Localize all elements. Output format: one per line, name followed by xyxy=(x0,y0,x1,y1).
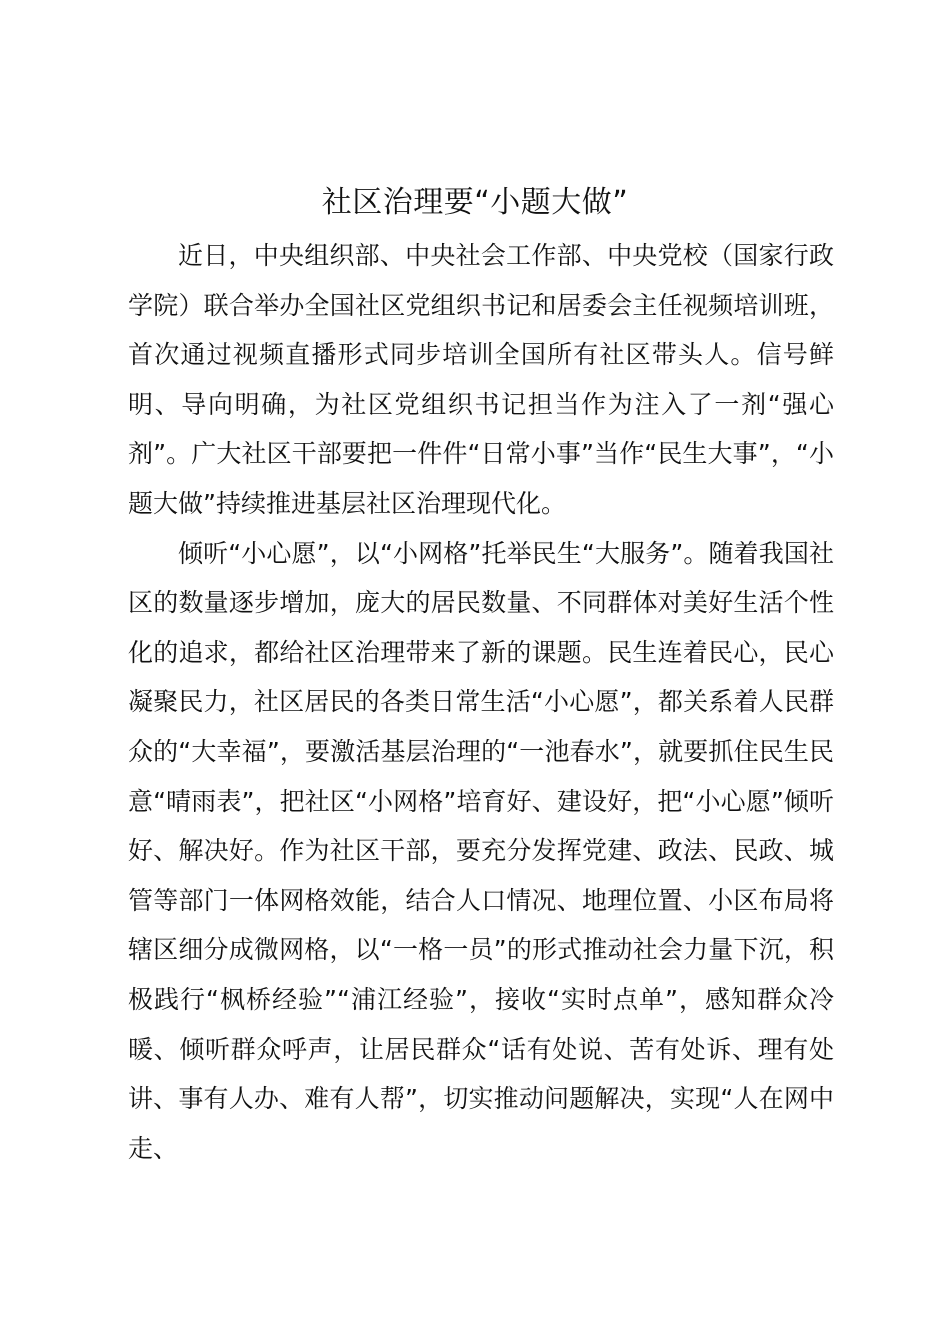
paragraph-1: 近日，中央组织部、中央社会工作部、中央党校（国家行政学院）联合举办全国社区党组织书记和居委会主任视频培训班，首次通过视频直播形式同步培训全国所有社区带头人。信号鲜明、导向明确，为社区党组织书记担当作为注入了一剂“强心剂”。广大社区干部要把一件件“日常小事”当作“民生大事”，“小题大做”持续推进基层社区治理现代化。 xyxy=(128,241,834,518)
document-title: 社区治理要“小题大做” xyxy=(321,185,629,220)
paragraph-2: 倾听“小心愿”，以“小网格”托举民生“大服务”。随着我国社区的数量逐步增加，庞大的居民数量、不同群体对美好生活个性化的追求，都给社区治理带来了新的课题。民生连着民心，民心凝聚民力，社区居民的各类日常生活“小心愿”，都关系着人民群众的“大幸福”，要激活基层治理的“一池春水”，就要抓住民生民意“晴雨表”，把社区“小网格”培育好、建设好，把“小心愿”倾听好、解决好。作为社区干部，要充分发挥党建、政法、民政、城管等部门一体网格效能，结合人口情况、地理位置、小区布局将辖区细分成微网格，以“一格一员”的形式推动社会力量下沉，积极践行“枫桥经验”“浦江经验”，接收“实时点单”，感知群众冷暖、倾听群众呼声，让居民群众“话有处说、苦有处诉、理有处讲、事有人办、难有人帮”，切实推动问题解决，实现“人在网中走、 xyxy=(128,538,834,1163)
document-body xyxy=(128,231,834,1173)
